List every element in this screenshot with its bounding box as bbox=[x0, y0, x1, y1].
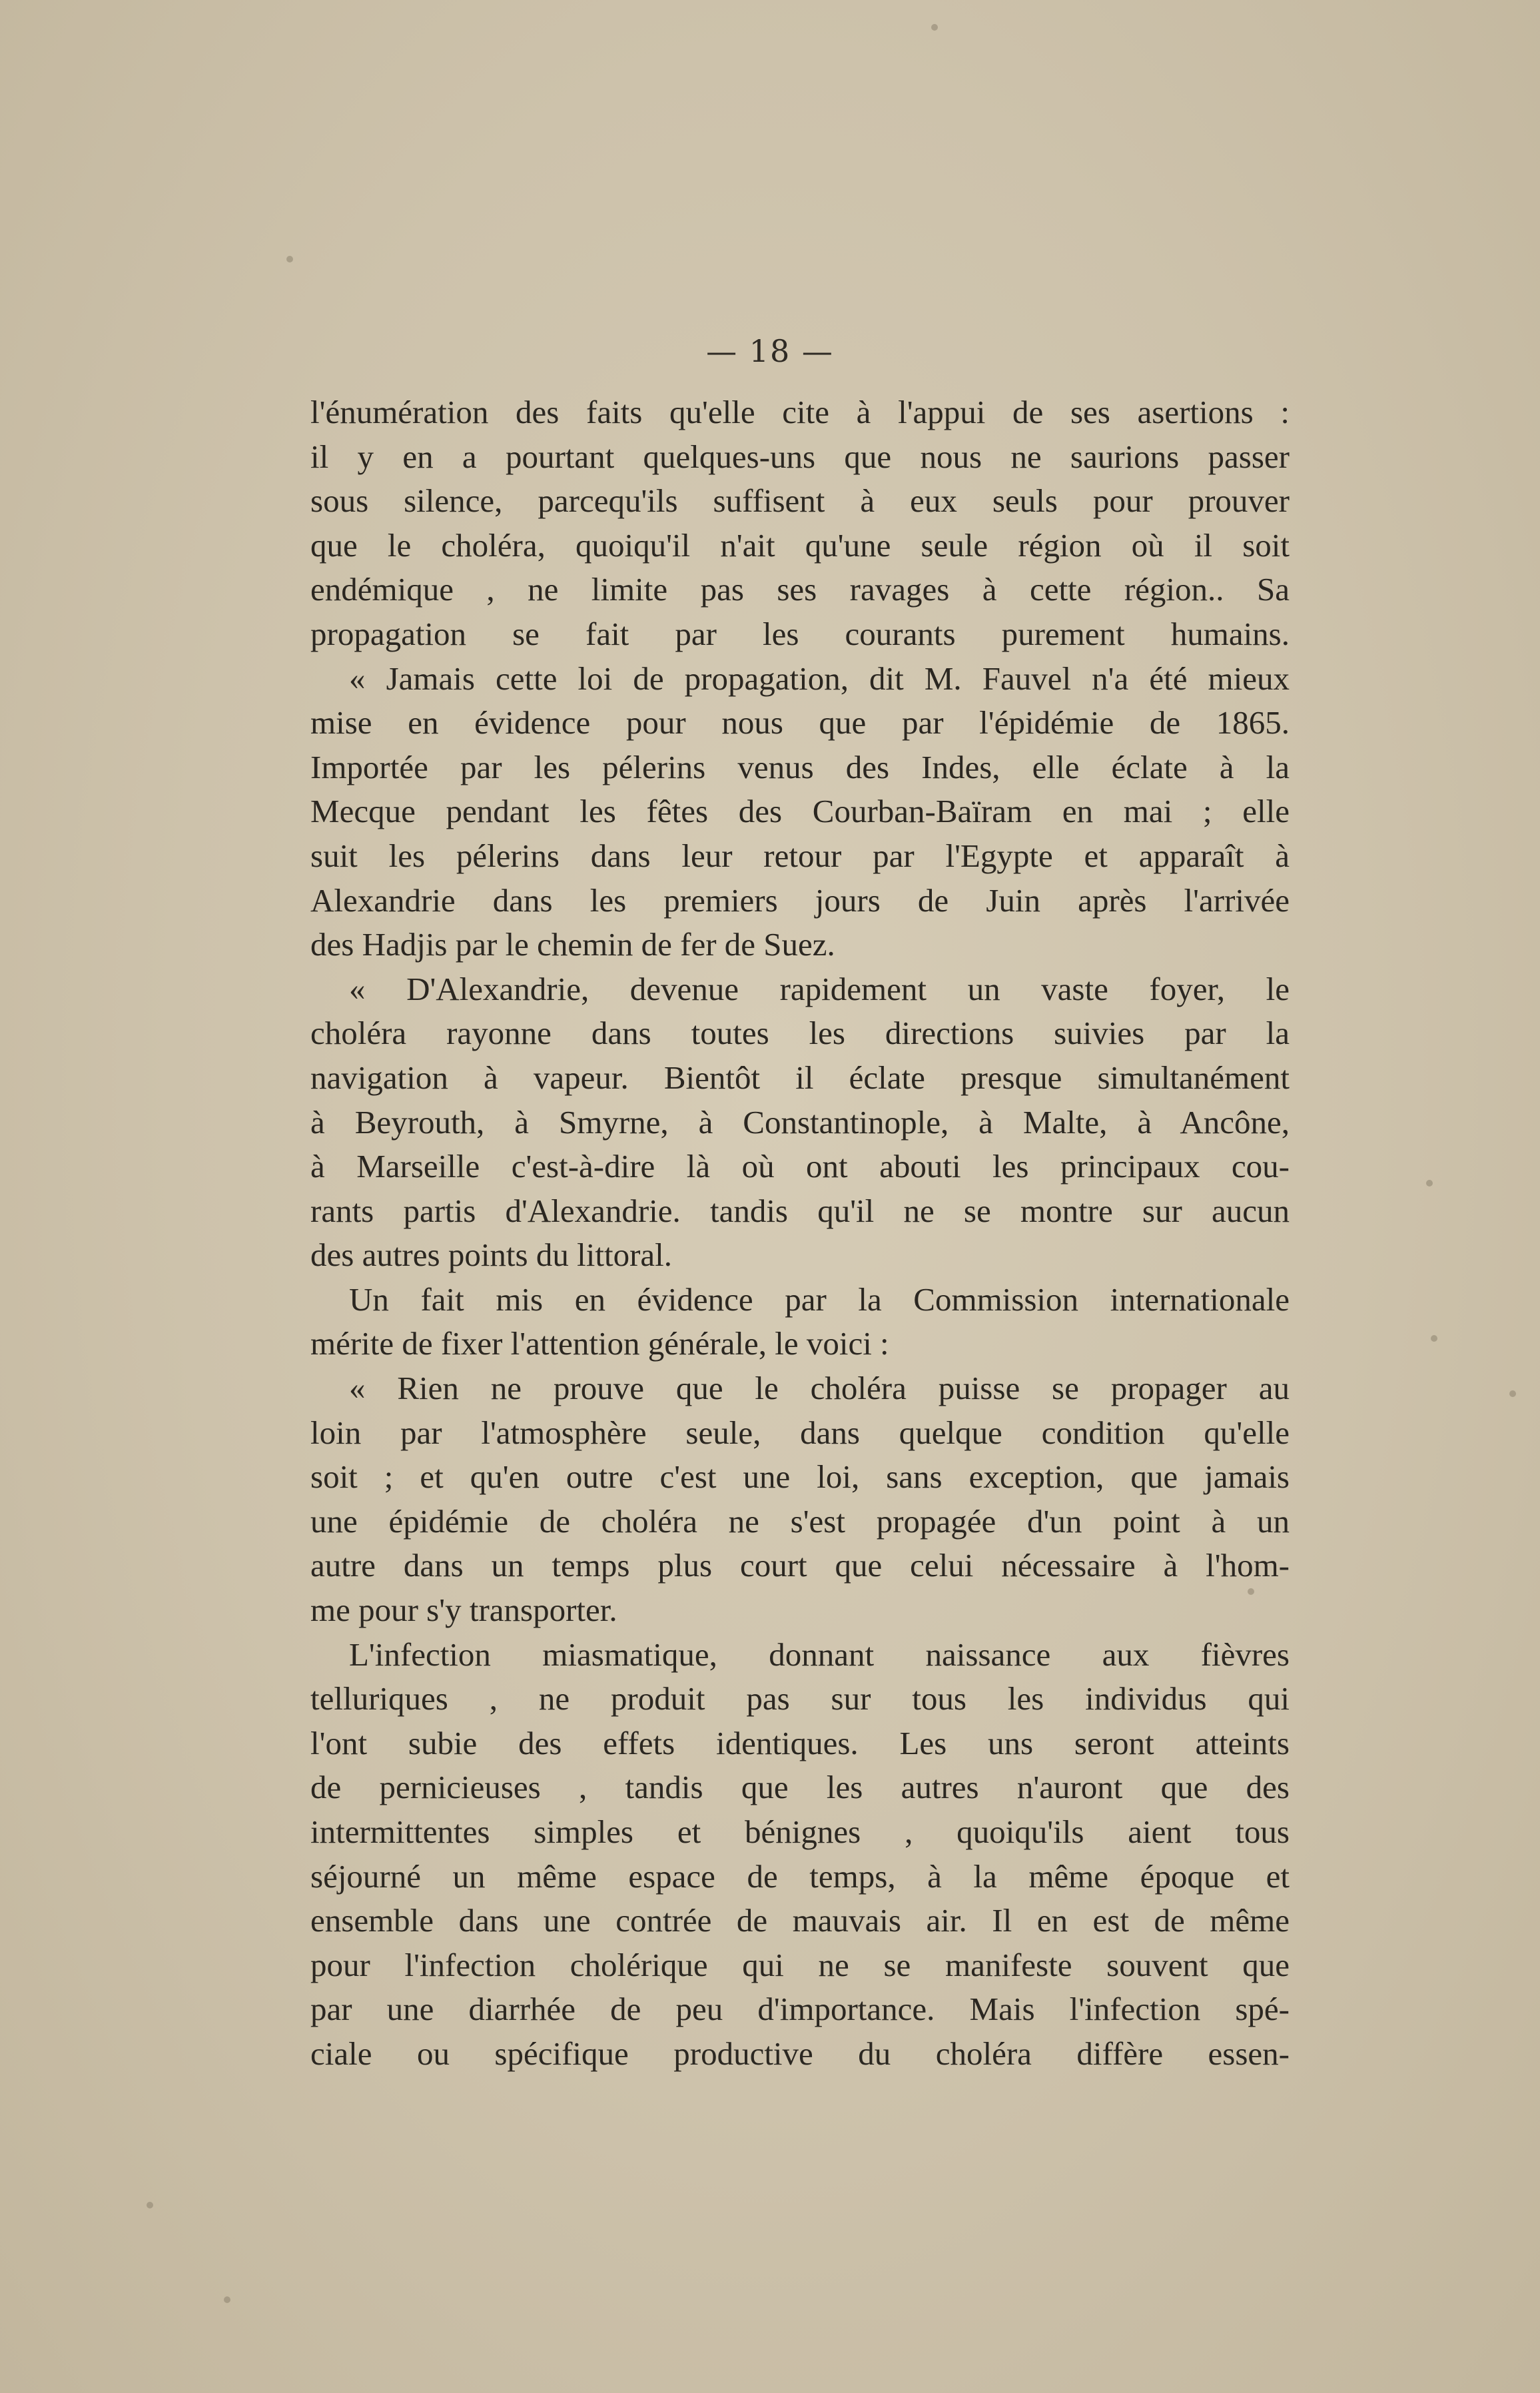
text-line: l'ont subie des effets identiques. Les uns seront atteints bbox=[310, 1724, 1290, 1761]
text-line: suit les pélerins dans leur retour par l'Egypte et apparaît à bbox=[310, 837, 1290, 874]
text-line: propagation se fait par les courants purement humains. bbox=[310, 615, 1290, 652]
text-line: à Beyrouth, à Smyrne, à Constantinople, à Malte, à Ancône, bbox=[310, 1103, 1290, 1141]
text-line: soit ; et qu'en outre c'est une loi, sans exception, que jamais bbox=[310, 1458, 1290, 1496]
text-line: l'énumération des faits qu'elle cite à l'appui de ses asertions : bbox=[310, 394, 1290, 430]
text-line: mise en évidence pour nous que par l'épidémie de 1865. bbox=[310, 704, 1290, 741]
text-line: des Hadjis par le chemin de fer de Suez. bbox=[310, 926, 835, 963]
text-line: intermittentes simples et bénignes , quoiqu'ils aient tous bbox=[310, 1813, 1290, 1850]
text-line: Alexandrie dans les premiers jours de Juin après l'arrivée bbox=[310, 881, 1290, 919]
text-line: navigation à vapeur. Bientôt il éclate presque simultanément bbox=[310, 1059, 1290, 1096]
text-line: Importée par les pélerins venus des Indes, elle éclate à la bbox=[310, 748, 1290, 785]
text-line: une épidémie de choléra ne s'est propagée d'un point à un bbox=[310, 1502, 1290, 1540]
text-line: telluriques , ne produit pas sur tous les individus qui bbox=[310, 1680, 1290, 1717]
text-line: séjourné un même espace de temps, à la même époque et bbox=[310, 1857, 1290, 1895]
text-line: pour l'infection cholérique qui ne se manifeste souvent que bbox=[310, 1946, 1290, 1983]
text-line: autre dans un temps plus court que celui nécessaire à l'hom- bbox=[310, 1547, 1290, 1584]
page-number: — 18 — bbox=[706, 333, 834, 369]
text-line: sous silence, parcequ'ils suffisent à eux seuls pour prouver bbox=[310, 482, 1290, 520]
text-line: Un fait mis en évidence par la Commission internationale bbox=[349, 1280, 1290, 1318]
text-line: endémique , ne limite pas ses ravages à cette région.. Sa bbox=[310, 571, 1290, 608]
text-line: il y en a pourtant quelques-uns que nous ne saurions passer bbox=[310, 438, 1290, 475]
text-line: « Jamais cette loi de propagation, dit M. Fauvel n'a été mieux bbox=[349, 660, 1290, 697]
text-line: par une diarrhée de peu d'importance. Mais l'infection spé- bbox=[310, 1991, 1290, 2028]
text-line: « D'Alexandrie, devenue rapidement un vaste foyer, le bbox=[349, 970, 1290, 1007]
text-line: ensemble dans une contrée de mauvais air. Il en est de même bbox=[310, 1902, 1290, 1939]
text-line: « Rien ne prouve que le choléra puisse se propager au bbox=[349, 1370, 1290, 1407]
text-line: choléra rayonne dans toutes les directions suivies par la bbox=[310, 1015, 1290, 1052]
text-line: mérite de fixer l'attention générale, le voici : bbox=[310, 1325, 889, 1362]
text-line: Mecque pendant les fêtes des Courban-Baïram en mai ; elle bbox=[310, 793, 1290, 830]
text-line: loin par l'atmosphère seule, dans quelque condition qu'elle bbox=[310, 1414, 1290, 1451]
text-line: rants partis d'Alexandrie. tandis qu'il ne se montre sur aucun bbox=[310, 1192, 1290, 1229]
text-line: que le choléra, quoiqu'il n'ait qu'une seule région où il soit bbox=[310, 526, 1290, 564]
text-line: L'infection miasmatique, donnant naissance aux fièvres bbox=[349, 1636, 1290, 1673]
text-line: à Marseille c'est-à-dire là où ont abouti les principaux cou- bbox=[310, 1148, 1290, 1185]
text-line: de pernicieuses , tandis que les autres n'auront que des bbox=[310, 1769, 1290, 1806]
text-line: me pour s'y transporter. bbox=[310, 1592, 617, 1629]
body-text bbox=[310, 390, 1290, 2077]
text-line: ciale ou spécifique productive du choléra diffère essen- bbox=[310, 2035, 1290, 2072]
text-line: des autres points du littoral. bbox=[310, 1236, 672, 1274]
